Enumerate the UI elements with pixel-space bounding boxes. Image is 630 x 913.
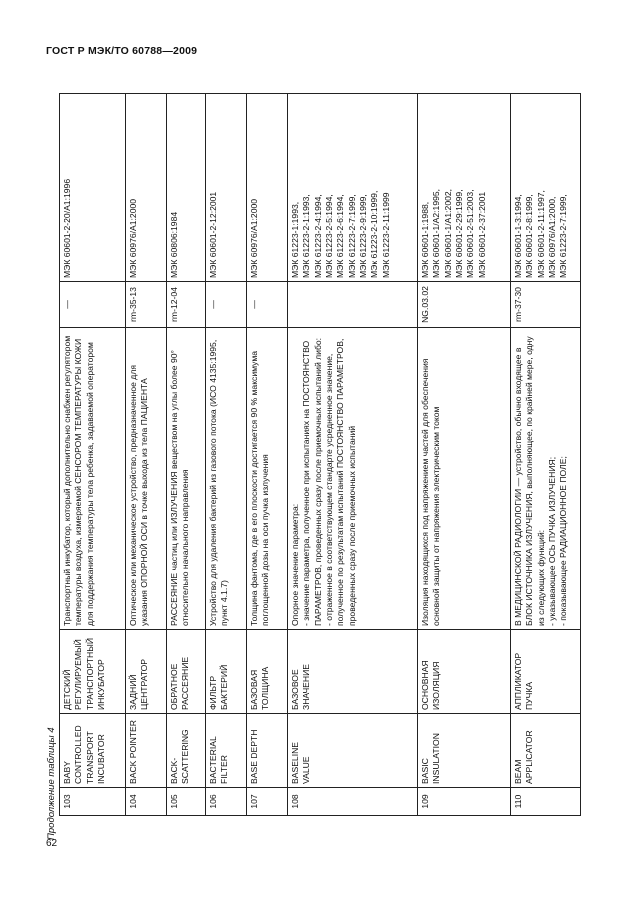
term-code: rm-12-04 <box>167 282 206 328</box>
table-row <box>167 94 206 816</box>
term-definition: Опорное значение параметра: - значение параметра, полученное при испытаниях на ПОСТОЯНСТВО ПАРАМЕТРОВ, проведенных сразу после приемочных испытаний либо: - отраженное в соответствующем стандарте усредненное значение, полученное по результатам испытаний ПОСТОЯНСТВО ПАРАМЕТРОВ, проведенных сразу после приемочных испытаний <box>288 328 418 630</box>
table-continuation-caption: Продолжение таблицы 4 <box>46 727 57 840</box>
rotated-table-container <box>59 94 569 816</box>
term-russian: ФИЛЬТР БАКТЕРИЙ <box>206 630 247 714</box>
term-english: BACTERIAL FILTER <box>206 714 247 788</box>
term-russian: ОБРАТНОЕ РАССЕЯНИЕ <box>167 630 206 714</box>
term-number: 109 <box>418 788 511 816</box>
term-russian: ДЕТСКИЙ РЕГУЛИРУЕМЫЙ ТРАНСПОРТНЫЙ ИНКУБАТОР <box>60 630 126 714</box>
table-row <box>60 94 126 816</box>
term-code: NG.03.02 <box>418 282 511 328</box>
term-references: МЭК 60976/А1:2000 <box>247 94 288 282</box>
term-definition: Транспортный инкубатор, который дополнительно снабжен регулятором температуры воздуха, измеряемой СЕНСОРОМ ТЕМПЕРАТУРЫ КОЖИ для поддержания температуры тела ребенка, задаваемой оператором <box>60 328 126 630</box>
term-number: 106 <box>206 788 247 816</box>
term-russian: ОСНОВНАЯ ИЗОЛЯЦИЯ <box>418 630 511 714</box>
term-code: — <box>206 282 247 328</box>
table-row <box>247 94 288 816</box>
term-english: BACK POINTER <box>126 714 167 788</box>
table-row <box>126 94 167 816</box>
term-russian: ЗАДНИЙ ЦЕНТРАТОР <box>126 630 167 714</box>
term-definition: Оптическое или механическое устройство, предназначенное для указания ОПОРНОЙ ОСИ в точке выхода из тела ПАЦИЕНТА <box>126 328 167 630</box>
term-references: МЭК 60601-1-3:1994, МЭК 60601-2-8:1999, МЭК 60601-2-11:1997, МЭК 60976/А1:2000, МЭК 61223-2-7:1999, <box>511 94 581 282</box>
term-code <box>288 282 418 328</box>
term-code: rm-35-13 <box>126 282 167 328</box>
table-row <box>288 94 418 816</box>
term-references: МЭК 60601-2-12:2001 <box>206 94 247 282</box>
term-english: BACK-SCATTERING <box>167 714 206 788</box>
table-row <box>418 94 511 816</box>
term-references: МЭК 60806:1984 <box>167 94 206 282</box>
term-english: BEAM APPLICATOR <box>511 714 581 788</box>
term-english: BASIC INSULATION <box>418 714 511 788</box>
term-references: МЭК 60601-1:1988, МЭК 60601-1/А2:1995, МЭК 60601-1/А1:2002, МЭК 60601-2-29:1999, МЭК 60601-2-51:2003, МЭК 60601-2-37:2001 <box>418 94 511 282</box>
term-code: — <box>60 282 126 328</box>
term-number: 105 <box>167 788 206 816</box>
term-definition: Толщина фантома, где в его плоскости достигается 90 % максимума поглощенной дозы на оси пучка излучения <box>247 328 288 630</box>
term-russian: АППЛИКАТОР ПУЧКА <box>511 630 581 714</box>
term-references: МЭК 61223-1:1993, МЭК 61223-2-1:1993, МЭК 61223-2-4:1994, МЭК 61223-2-5:1994, МЭК 61223-2-6:1994, МЭК 61223-2-7:1999, МЭК 61223-2-9:1999, МЭк 61223-2-10:1999, МЭК 61223-2-11:1999 <box>288 94 418 282</box>
term-references: МЭК 60976/А1:2000 <box>126 94 167 282</box>
term-references: МЭК 60601-2-20/А1:1996 <box>60 94 126 282</box>
term-definition: Устройство для удаления бактерий из газового потока (ИСО 4135:1995, пункт 4.1.7) <box>206 328 247 630</box>
term-number: 107 <box>247 788 288 816</box>
page-number: 62 <box>46 838 58 849</box>
document-header: ГОСТ Р МЭК/ТО 60788—2009 <box>46 45 198 57</box>
term-english: BASE DEPTH <box>247 714 288 788</box>
table-row <box>206 94 247 816</box>
term-number: 110 <box>511 788 581 816</box>
term-english: BASELINE VALUE <box>288 714 418 788</box>
term-definition: Изоляция находящихся под напряжением частей для обеспечения основной защиты от напряжения электрическим током <box>418 328 511 630</box>
term-number: 103 <box>60 788 126 816</box>
term-number: 104 <box>126 788 167 816</box>
term-code: rm-37-30 <box>511 282 581 328</box>
term-russian: БАЗОВАЯ ТОЛЩИНА <box>247 630 288 714</box>
table-row <box>511 94 581 816</box>
term-code: — <box>247 282 288 328</box>
term-russian: БАЗОВОЕ ЗНАЧЕНИЕ <box>288 630 418 714</box>
term-definition: В МЕДИЦИНСКОЙ РАДИОЛОГИИ — устройство, обычно входящее в БЛОК ИСТОЧНИКА ИЗЛУЧЕНИЯ, выполняющее, по крайней мере, одну из следующих функций: - указывающее ОСЬ ПУЧКА ИЗЛУЧЕНИЯ; - показывающее РАДИАЦИОННОЕ ПОЛЕ; <box>511 328 581 630</box>
term-number: 108 <box>288 788 418 816</box>
term-english: BABY CONTROLLED TRANSPORT INCUBATOR <box>60 714 126 788</box>
term-definition: РАССЕЯНИЕ частиц или ИЗЛУЧЕНИЯ веществом на углы более 90° относительно начального направления <box>167 328 206 630</box>
terms-table <box>59 93 581 816</box>
